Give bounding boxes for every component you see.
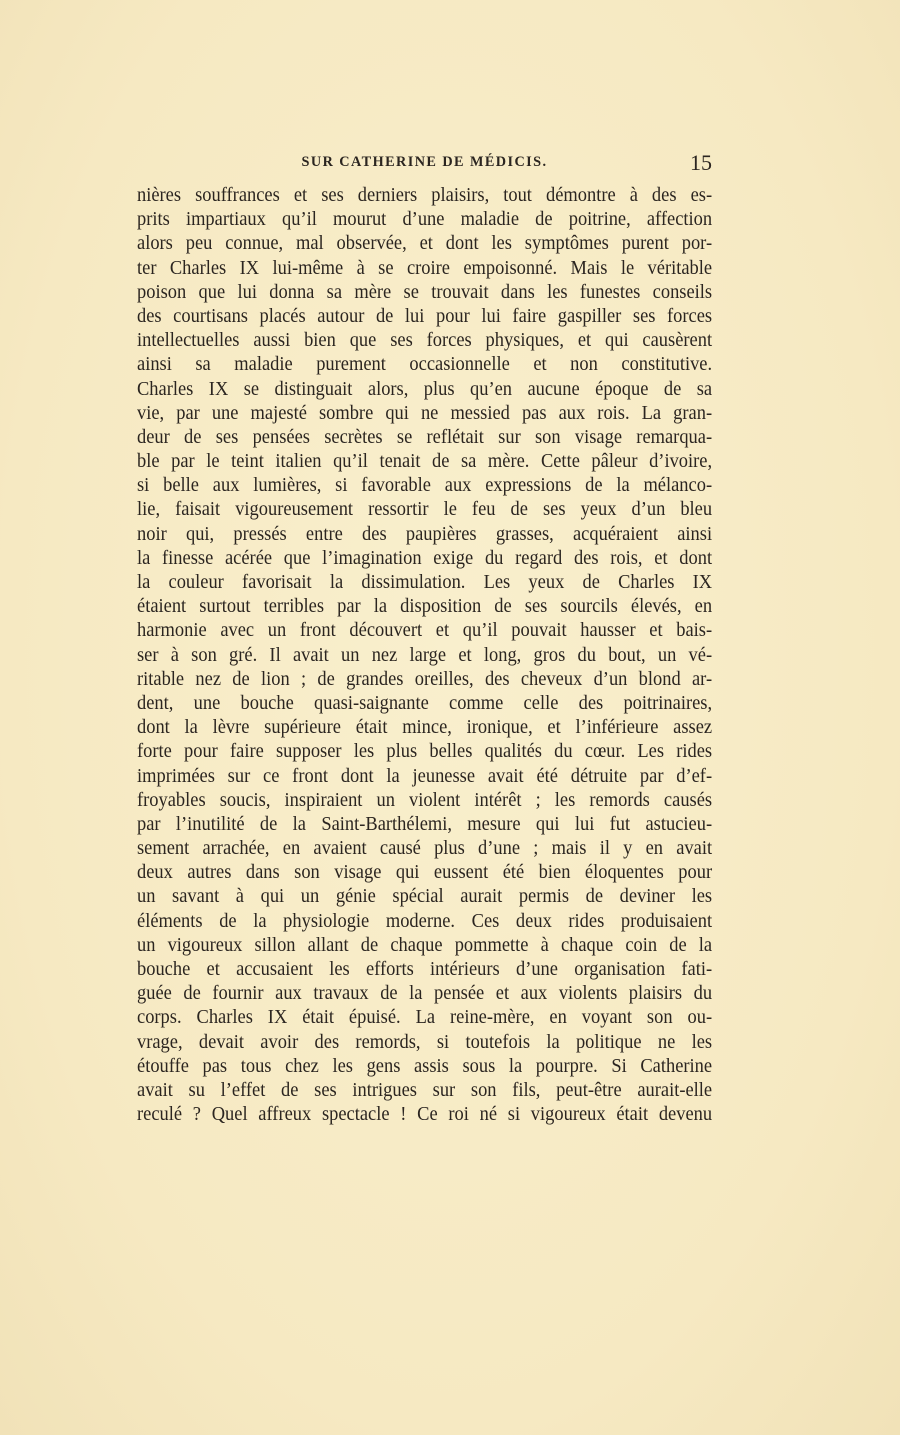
text-line: noir qui, pressés entre des paupières grasses, acquéraient ainsi <box>137 522 713 545</box>
text-line: Charles IX se distinguait alors, plus qu’en aucune époque de sa <box>137 377 713 400</box>
text-line: vrage, devait avoir des remords, si toutefois la politique ne les <box>137 1030 713 1053</box>
text-line: éléments de la physiologie moderne. Ces deux rides produisaient <box>137 909 713 932</box>
text-line: lie, faisait vigoureusement ressortir le feu de ses yeux d’un bleu <box>137 498 713 521</box>
text-line: froyables soucis, inspiraient un violent intérêt ; les remords causés <box>137 788 713 811</box>
text-line: imprimées sur ce front dont la jeunesse avait été détruite par d’ef- <box>137 764 713 787</box>
text-line: un vigoureux sillon allant de chaque pommette à chaque coin de la <box>137 933 713 956</box>
text-line: ter Charles IX lui-même à se croire empoisonné. Mais le véritable <box>137 256 713 279</box>
text-line: la couleur favorisait la dissimulation. Les yeux de Charles IX <box>137 571 713 593</box>
text-line: la finesse acérée que l’imagination exige du regard des rois, et dont <box>137 546 713 569</box>
text-line: ser à son gré. Il avait un nez large et long, gros du bout, un vé- <box>137 643 713 666</box>
text-line: dent, une bouche quasi-saignante comme celle des poitrinaires, <box>137 691 713 714</box>
text-line: vie, par une majesté sombre qui ne messied pas aux rois. La gran- <box>137 401 713 424</box>
text-line: étouffe pas tous chez les gens assis sous la pourpre. Si Catherine <box>137 1054 713 1077</box>
text-line: corps. Charles IX était épuisé. La reine-mère, en voyant son ou- <box>137 1006 713 1029</box>
page-number: 15 <box>690 150 712 175</box>
text-line: deux autres dans son visage qui eussent été bien éloquentes pour <box>137 861 713 884</box>
text-line: dont la lèvre supérieure était mince, ironique, et l’inférieure assez <box>137 716 713 739</box>
text-line: bouche et accusaient les efforts intérieurs d’une organisation fati- <box>137 958 713 980</box>
running-title: SUR CATHERINE DE MÉDICIS. <box>301 154 548 170</box>
text-line: nières souffrances et ses derniers plaisirs, tout démontre à des es- <box>137 184 713 206</box>
text-line: harmonie avec un front découvert et qu’il pouvait hausser et bais- <box>137 619 713 642</box>
text-line: si belle aux lumières, si favorable aux expressions de la mélanco- <box>137 474 713 497</box>
text-line: sement arrachée, en avaient causé plus d’une ; mais il y en avait <box>137 837 713 860</box>
text-line: alors peu connue, mal observée, et dont les symptômes purent por- <box>137 232 713 255</box>
text-line: guée de fournir aux travaux de la pensée et aux violents plaisirs du <box>137 982 713 1005</box>
text-line: ritable nez de lion ; de grandes oreilles, des cheveux d’un blond ar- <box>137 667 713 690</box>
text-line: deur de ses pensées secrètes se reflétait sur son visage remarqua- <box>137 425 713 448</box>
text-line: ble par le teint italien qu’il tenait de sa mère. Cette pâleur d’ivoire, <box>137 450 713 473</box>
text-line: prits impartiaux qu’il mourut d’une maladie de poitrine, affection <box>137 208 713 231</box>
text-line: étaient surtout terribles par la disposition de ses sourcils élevés, en <box>137 595 713 618</box>
text-line: poison que lui donna sa mère se trouvait dans les funestes conseils <box>137 280 713 303</box>
body-text <box>137 183 712 1126</box>
text-line: reculé ? Quel affreux spectacle ! Ce roi né si vigoureux était devenu <box>137 1103 713 1126</box>
text-line: intellectuelles aussi bien que ses forces physiques, et qui causèrent <box>137 329 713 352</box>
text-line: ainsi sa maladie purement occasionnelle et non constitutive. <box>137 353 713 376</box>
text-line: forte pour faire supposer les plus belles qualités du cœur. Les rides <box>137 740 713 763</box>
text-line: un savant à qui un génie spécial aurait permis de deviner les <box>137 885 713 908</box>
text-line: par l’inutilité de la Saint-Barthélemi, mesure qui lui fut astucieu- <box>137 812 713 835</box>
text-line: avait su l’effet de ses intrigues sur son fils, peut-être aurait-elle <box>137 1078 713 1101</box>
text-line: des courtisans placés autour de lui pour lui faire gaspiller ses forces <box>137 304 713 327</box>
page-header <box>137 152 712 178</box>
